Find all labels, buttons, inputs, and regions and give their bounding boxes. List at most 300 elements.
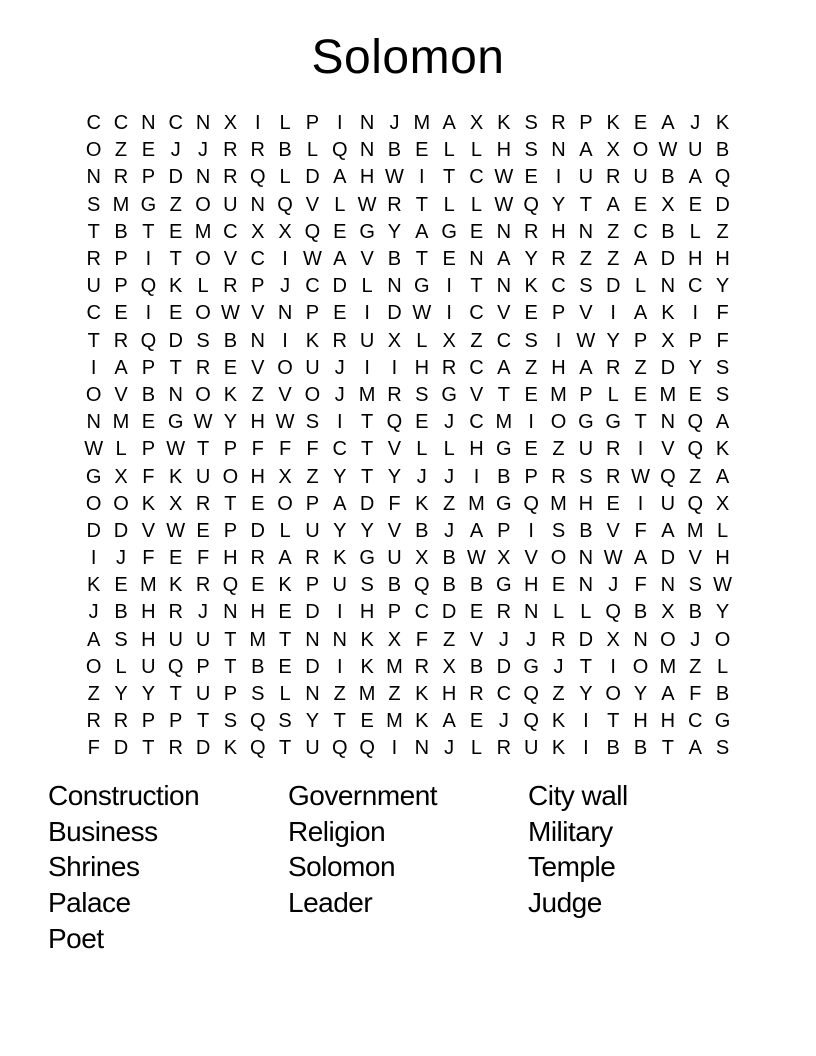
grid-cell-r3-c23: A <box>688 166 702 189</box>
grid-cell-r10-c11: I <box>364 356 370 379</box>
grid-cell-r14-c14: J <box>444 465 455 488</box>
grid-cell-r7-c14: I <box>446 275 452 298</box>
grid-cell-r11-c3: B <box>141 383 156 406</box>
grid-cell-r12-c5: W <box>193 411 213 434</box>
grid-cell-r22-c4: T <box>169 683 182 706</box>
grid-cell-r17-c11: G <box>359 547 375 570</box>
grid-cell-r4-c7: N <box>250 193 265 216</box>
grid-cell-r11-c5: O <box>195 383 211 406</box>
grid-cell-r11-c24: S <box>715 383 730 406</box>
grid-cell-r15-c15: M <box>468 492 485 515</box>
grid-cell-r11-c10: J <box>334 383 345 406</box>
grid-cell-r22-c9: N <box>305 683 320 706</box>
grid-cell-r19-c13: C <box>414 601 430 624</box>
grid-cell-r22-c19: Y <box>579 683 593 706</box>
grid-cell-r10-c3: P <box>141 356 156 379</box>
grid-cell-r16-c18: S <box>551 519 566 542</box>
grid-cell-r18-c23: S <box>688 574 702 597</box>
grid-cell-r5-c7: X <box>251 220 265 243</box>
grid-cell-r12-c24: A <box>715 411 730 434</box>
grid-cell-r15-c4: X <box>169 492 183 515</box>
grid-cell-r18-c17: H <box>523 574 539 597</box>
word-list-item: Business <box>48 815 158 847</box>
grid-cell-r18-c13: Q <box>414 574 430 597</box>
grid-cell-r2-c2: Z <box>114 139 128 162</box>
grid-cell-r22-c10: Z <box>333 683 346 706</box>
grid-cell-r20-c14: Z <box>443 628 456 651</box>
grid-cell-r7-c22: N <box>660 275 676 298</box>
grid-cell-r2-c19: A <box>579 139 593 162</box>
grid-cell-r2-c8: B <box>278 139 292 162</box>
grid-cell-r19-c14: D <box>441 601 457 624</box>
grid-cell-r17-c13: X <box>415 547 429 570</box>
grid-cell-r1-c17: S <box>524 112 538 135</box>
grid-cell-r10-c12: I <box>391 356 398 379</box>
grid-cell-r8-c10: E <box>333 302 347 325</box>
grid-cell-r6-c18: R <box>551 248 566 271</box>
grid-cell-r12-c2: M <box>112 411 130 434</box>
grid-cell-r4-c13: T <box>415 193 428 216</box>
grid-cell-r14-c22: Q <box>660 465 676 488</box>
grid-cell-r13-c14: L <box>443 438 455 461</box>
grid-cell-r21-c2: L <box>115 655 127 678</box>
grid-cell-r6-c10: A <box>333 248 347 271</box>
grid-cell-r20-c7: M <box>249 628 267 651</box>
grid-cell-r24-c13: N <box>414 737 430 760</box>
grid-cell-r5-c8: X <box>278 220 292 243</box>
grid-cell-r18-c20: J <box>608 574 619 597</box>
grid-cell-r13-c9: F <box>306 438 319 461</box>
grid-cell-r8-c20: I <box>610 302 616 325</box>
grid-cell-r8-c22: K <box>661 302 675 325</box>
grid-cell-r23-c14: A <box>442 710 456 733</box>
grid-cell-r17-c15: W <box>467 547 486 570</box>
grid-cell-r3-c12: W <box>385 166 404 189</box>
grid-cell-r1-c21: E <box>633 112 648 135</box>
grid-cell-r15-c12: F <box>388 492 401 515</box>
grid-cell-r11-c18: M <box>550 383 567 406</box>
grid-cell-r21-c8: E <box>278 655 292 678</box>
grid-cell-r1-c23: J <box>690 112 701 135</box>
grid-cell-r13-c5: T <box>196 438 210 461</box>
grid-cell-r1-c11: N <box>359 112 375 135</box>
grid-cell-r21-c16: D <box>496 655 512 678</box>
grid-cell-r3-c15: C <box>469 166 484 189</box>
word-list-item: City wall <box>528 780 628 811</box>
grid-cell-r1-c4: C <box>168 112 183 135</box>
grid-cell-r1-c24: K <box>715 112 730 135</box>
grid-cell-r10-c20: R <box>605 356 621 379</box>
grid-cell-r22-c1: Z <box>87 683 100 706</box>
grid-cell-r23-c12: M <box>386 710 403 733</box>
grid-cell-r7-c19: S <box>579 275 593 298</box>
grid-cell-r6-c22: D <box>660 248 676 271</box>
grid-cell-r24-c21: B <box>633 737 648 760</box>
grid-cell-r10-c23: Y <box>688 356 702 379</box>
grid-cell-r19-c20: Q <box>605 601 621 624</box>
grid-cell-r22-c3: Y <box>141 683 156 706</box>
grid-cell-r4-c2: M <box>112 193 130 216</box>
grid-cell-r4-c6: U <box>223 193 238 216</box>
grid-cell-r12-c18: O <box>550 411 567 434</box>
grid-cell-r21-c14: X <box>442 655 456 678</box>
grid-cell-r3-c14: T <box>443 166 456 189</box>
grid-cell-r2-c23: U <box>688 139 703 162</box>
grid-cell-r14-c6: O <box>222 465 239 488</box>
grid-cell-r3-c8: L <box>279 166 291 189</box>
grid-cell-r13-c2: L <box>115 438 127 461</box>
grid-cell-r5-c13: A <box>415 220 429 243</box>
grid-cell-r19-c1: J <box>88 601 99 624</box>
grid-cell-r20-c6: T <box>224 628 237 651</box>
word-list-column-1 <box>48 778 288 957</box>
grid-cell-r19-c11: H <box>359 601 375 624</box>
grid-cell-r4-c11: W <box>357 193 377 216</box>
grid-cell-r10-c24: S <box>715 356 730 379</box>
grid-cell-r12-c14: J <box>444 411 455 434</box>
grid-cell-r8-c5: O <box>195 302 211 325</box>
grid-cell-r7-c17: K <box>524 275 538 298</box>
grid-cell-r4-c8: Q <box>277 193 293 216</box>
grid-cell-r10-c18: H <box>551 356 566 379</box>
grid-cell-r6-c1: R <box>86 248 101 271</box>
grid-cell-r14-c12: Y <box>387 465 402 488</box>
grid-cell-r5-c18: H <box>551 220 566 243</box>
grid-cell-r23-c7: Q <box>249 710 266 733</box>
grid-cell-r22-c2: Y <box>114 683 128 706</box>
grid-cell-r24-c1: F <box>87 737 100 760</box>
grid-cell-r23-c6: S <box>223 710 238 733</box>
word-list-item: Military <box>528 815 613 847</box>
grid-cell-r6-c19: Z <box>579 248 592 271</box>
grid-cell-r23-c21: H <box>633 710 648 733</box>
grid-cell-r18-c5: R <box>195 574 211 597</box>
grid-cell-r13-c11: T <box>361 438 374 461</box>
grid-cell-r24-c23: A <box>688 737 702 760</box>
grid-cell-r19-c6: N <box>223 601 238 624</box>
grid-cell-r6-c11: V <box>360 248 374 271</box>
grid-cell-r7-c18: C <box>551 275 566 298</box>
grid-cell-r8-c2: E <box>114 302 128 325</box>
grid-cell-r8-c9: P <box>305 302 320 325</box>
puzzle-grid <box>80 110 736 763</box>
grid-cell-r20-c4: U <box>168 628 183 651</box>
grid-cell-r9-c22: X <box>661 329 675 352</box>
grid-cell-r24-c8: T <box>278 737 292 760</box>
grid-cell-r12-c19: G <box>578 411 594 434</box>
grid-cell-r10-c6: E <box>223 356 238 379</box>
grid-cell-r9-c23: P <box>688 329 702 352</box>
grid-cell-r15-c14: Z <box>443 492 456 515</box>
grid-cell-r9-c10: R <box>332 329 347 352</box>
grid-cell-r3-c17: E <box>524 166 538 189</box>
word-list-column-3 <box>528 778 768 957</box>
grid-cell-r11-c22: M <box>659 383 677 406</box>
grid-cell-r7-c10: D <box>332 275 347 298</box>
grid-cell-r19-c3: H <box>141 601 156 624</box>
grid-cell-r9-c8: I <box>282 329 288 352</box>
grid-cell-r23-c15: E <box>469 710 484 733</box>
grid-cell-r8-c3: I <box>145 302 152 325</box>
grid-cell-r2-c18: N <box>551 139 566 162</box>
grid-cell-r3-c9: D <box>305 166 320 189</box>
grid-cell-r6-c8: I <box>282 248 288 271</box>
grid-cell-r11-c6: K <box>223 383 238 406</box>
grid-cell-r3-c7: Q <box>249 166 266 189</box>
grid-cell-r18-c21: F <box>634 574 647 597</box>
grid-cell-r10-c5: R <box>195 356 211 379</box>
grid-cell-r18-c22: N <box>660 574 676 597</box>
grid-cell-r6-c17: Y <box>524 248 538 271</box>
grid-cell-r16-c3: V <box>141 519 156 542</box>
grid-cell-r15-c8: O <box>277 492 293 515</box>
grid-cell-r1-c5: N <box>195 112 211 135</box>
grid-cell-r23-c11: E <box>360 710 374 733</box>
grid-cell-r8-c21: A <box>633 302 648 325</box>
grid-cell-r18-c7: E <box>251 574 265 597</box>
grid-cell-r13-c7: F <box>251 438 264 461</box>
grid-cell-r21-c19: T <box>579 655 592 678</box>
grid-cell-r3-c21: U <box>633 166 648 189</box>
grid-cell-r14-c17: P <box>524 465 538 488</box>
word-list-item: Government <box>288 780 438 811</box>
grid-cell-r23-c17: Q <box>523 710 539 733</box>
grid-cell-r8-c23: I <box>692 302 699 325</box>
grid-cell-r9-c2: R <box>113 329 129 352</box>
grid-cell-r14-c18: R <box>551 465 566 488</box>
grid-cell-r7-c3: Q <box>140 275 157 298</box>
grid-cell-r11-c14: G <box>441 383 457 406</box>
grid-cell-r12-c4: G <box>167 411 184 434</box>
grid-cell-r15-c22: U <box>660 492 676 515</box>
grid-cell-r4-c17: Q <box>523 193 539 216</box>
grid-cell-r13-c10: C <box>332 438 347 461</box>
grid-cell-r15-c3: K <box>141 492 156 515</box>
grid-cell-r1-c9: P <box>305 112 320 135</box>
grid-cell-r16-c21: F <box>634 519 647 542</box>
grid-cell-r20-c16: J <box>498 628 509 651</box>
grid-cell-r10-c19: A <box>579 356 593 379</box>
grid-cell-r18-c12: B <box>387 574 402 597</box>
grid-cell-r3-c4: D <box>168 166 183 189</box>
grid-cell-r6-c7: C <box>250 248 265 271</box>
grid-cell-r9-c18: I <box>555 329 562 352</box>
grid-cell-r5-c2: B <box>114 220 128 243</box>
grid-cell-r23-c3: P <box>141 710 156 733</box>
grid-cell-r4-c20: A <box>606 193 620 216</box>
grid-cell-r2-c6: R <box>223 139 238 162</box>
grid-cell-r6-c4: T <box>169 248 182 271</box>
grid-cell-r5-c17: R <box>523 220 539 243</box>
grid-cell-r15-c24: X <box>715 492 730 515</box>
grid-cell-r8-c17: E <box>524 302 538 325</box>
grid-cell-r19-c7: H <box>250 601 265 624</box>
grid-cell-r24-c10: Q <box>331 737 348 760</box>
grid-cell-r2-c11: N <box>359 139 375 162</box>
grid-cell-r23-c8: S <box>278 710 292 733</box>
grid-cell-r10-c15: C <box>469 356 484 379</box>
grid-cell-r7-c24: Y <box>715 275 730 298</box>
grid-cell-r21-c5: P <box>196 655 210 678</box>
grid-cell-r23-c18: K <box>551 710 566 733</box>
grid-cell-r11-c19: P <box>579 383 593 406</box>
grid-cell-r17-c24: H <box>715 547 730 570</box>
grid-cell-r22-c6: P <box>223 683 238 706</box>
grid-cell-r24-c4: R <box>168 737 183 760</box>
grid-cell-r1-c16: K <box>497 112 511 135</box>
grid-cell-r4-c19: T <box>579 193 592 216</box>
grid-cell-r17-c1: I <box>90 547 97 570</box>
grid-cell-r11-c15: V <box>469 383 484 406</box>
grid-cell-r2-c24: B <box>715 139 730 162</box>
grid-cell-r22-c23: F <box>689 683 702 706</box>
grid-cell-r11-c17: E <box>524 383 538 406</box>
grid-cell-r18-c8: K <box>278 574 292 597</box>
grid-cell-r17-c12: U <box>387 547 402 570</box>
grid-cell-r21-c23: Z <box>689 655 702 678</box>
grid-cell-r24-c19: I <box>583 737 589 760</box>
grid-cell-r14-c10: Y <box>333 465 347 488</box>
grid-cell-r24-c12: I <box>391 737 398 760</box>
grid-cell-r10-c9: U <box>305 356 320 379</box>
grid-cell-r18-c15: B <box>469 574 484 597</box>
grid-cell-r14-c4: K <box>169 465 183 488</box>
grid-cell-r22-c11: M <box>358 683 376 706</box>
grid-cell-r19-c17: N <box>523 601 539 624</box>
grid-cell-r14-c24: A <box>715 465 730 488</box>
grid-cell-r14-c13: J <box>416 465 427 488</box>
grid-cell-r22-c14: H <box>441 683 457 706</box>
grid-cell-r3-c6: R <box>223 166 238 189</box>
grid-cell-r14-c16: B <box>497 465 511 488</box>
grid-cell-r18-c24: W <box>713 574 733 597</box>
word-list-item: Poet <box>48 922 104 954</box>
grid-cell-r23-c19: I <box>583 710 589 733</box>
grid-cell-r15-c20: E <box>606 492 620 515</box>
grid-cell-r12-c10: I <box>336 411 343 434</box>
grid-cell-r9-c13: L <box>416 329 428 352</box>
grid-cell-r6-c13: T <box>415 248 428 271</box>
grid-cell-r19-c9: D <box>305 601 320 624</box>
grid-cell-r19-c8: E <box>278 601 292 624</box>
grid-cell-r22-c12: Z <box>388 683 401 706</box>
grid-cell-r21-c11: K <box>360 655 374 678</box>
grid-cell-r19-c19: L <box>580 601 592 624</box>
grid-cell-r5-c15: E <box>469 220 484 243</box>
grid-cell-r4-c21: E <box>633 193 648 216</box>
grid-cell-r13-c16: G <box>496 438 512 461</box>
grid-cell-r16-c22: A <box>661 519 675 542</box>
grid-cell-r11-c21: E <box>633 383 648 406</box>
grid-cell-r22-c13: K <box>415 683 429 706</box>
grid-cell-r8-c1: C <box>86 302 101 325</box>
grid-cell-r6-c24: H <box>715 248 730 271</box>
grid-cell-r6-c21: A <box>633 248 648 271</box>
grid-cell-r22-c16: C <box>496 683 512 706</box>
word-list-item: Judge <box>528 887 602 919</box>
grid-cell-r24-c14: J <box>444 737 455 760</box>
grid-cell-r8-c19: V <box>579 302 593 325</box>
grid-cell-r14-c23: Z <box>689 465 702 488</box>
grid-cell-r5-c11: G <box>359 220 375 243</box>
grid-cell-r10-c13: H <box>414 356 430 379</box>
grid-cell-r22-c7: S <box>251 683 265 706</box>
grid-cell-r7-c20: D <box>605 275 621 298</box>
grid-cell-r2-c16: H <box>496 139 512 162</box>
grid-cell-r12-c6: Y <box>223 411 238 434</box>
grid-cell-r5-c19: N <box>578 220 594 243</box>
word-list-column-2 <box>288 778 528 957</box>
grid-cell-r4-c4: Z <box>169 193 182 216</box>
grid-cell-r2-c5: J <box>198 139 209 162</box>
word-list-item: Leader <box>288 887 373 919</box>
grid-cell-r21-c4: Q <box>167 655 184 678</box>
grid-cell-r7-c11: L <box>361 275 373 298</box>
grid-cell-r14-c8: X <box>278 465 292 488</box>
grid-cell-r2-c20: X <box>606 139 620 162</box>
grid-cell-r18-c6: Q <box>222 574 239 597</box>
grid-cell-r15-c23: Q <box>687 492 704 515</box>
grid-cell-r20-c19: D <box>578 628 594 651</box>
grid-cell-r3-c22: B <box>661 166 675 189</box>
grid-cell-r10-c2: A <box>114 356 128 379</box>
grid-cell-r17-c6: H <box>223 547 238 570</box>
grid-cell-r18-c3: M <box>140 574 157 597</box>
grid-cell-r20-c10: N <box>332 628 347 651</box>
grid-cell-r21-c24: L <box>717 655 729 678</box>
grid-cell-r20-c3: H <box>141 628 156 651</box>
grid-cell-r3-c2: R <box>113 166 129 189</box>
grid-cell-r24-c24: S <box>715 737 730 760</box>
grid-cell-r16-c4: W <box>166 519 186 542</box>
grid-cell-r1-c15: X <box>469 112 484 135</box>
grid-cell-r24-c15: L <box>470 737 483 760</box>
grid-cell-r12-c13: E <box>415 411 429 434</box>
grid-cell-r11-c12: R <box>387 383 402 406</box>
grid-cell-r4-c5: O <box>195 193 211 216</box>
grid-cell-r24-c11: Q <box>359 737 375 760</box>
grid-cell-r20-c13: F <box>415 628 428 651</box>
grid-cell-r9-c5: S <box>196 329 210 352</box>
grid-cell-r4-c1: S <box>87 193 101 216</box>
grid-cell-r13-c24: K <box>715 438 730 461</box>
grid-cell-r6-c15: N <box>469 248 484 271</box>
grid-cell-r23-c9: Y <box>305 710 320 733</box>
grid-cell-r12-c20: G <box>605 411 621 434</box>
word-list-item: Palace <box>48 887 131 919</box>
grid-cell-r13-c12: V <box>387 438 402 461</box>
grid-cell-r4-c24: D <box>715 193 730 216</box>
grid-cell-r22-c5: U <box>195 683 211 706</box>
grid-cell-r8-c12: D <box>387 302 402 325</box>
grid-cell-r24-c9: U <box>305 737 320 760</box>
grid-cell-r13-c1: W <box>84 438 104 461</box>
word-list <box>48 778 768 957</box>
grid-cell-r15-c16: G <box>496 492 512 515</box>
grid-cell-r1-c6: X <box>223 112 238 135</box>
grid-cell-r5-c4: E <box>169 220 183 243</box>
grid-cell-r16-c14: J <box>444 519 455 542</box>
grid-cell-r20-c11: K <box>360 628 374 651</box>
grid-cell-r7-c23: C <box>688 275 703 298</box>
grid-cell-r23-c13: K <box>415 710 429 733</box>
grid-cell-r19-c24: Y <box>715 601 730 624</box>
grid-cell-r1-c2: C <box>113 112 129 135</box>
grid-cell-r12-c22: N <box>660 411 676 434</box>
grid-cell-r4-c18: Y <box>551 193 566 216</box>
grid-cell-r21-c18: J <box>553 655 564 678</box>
grid-cell-r10-c14: R <box>441 356 457 379</box>
